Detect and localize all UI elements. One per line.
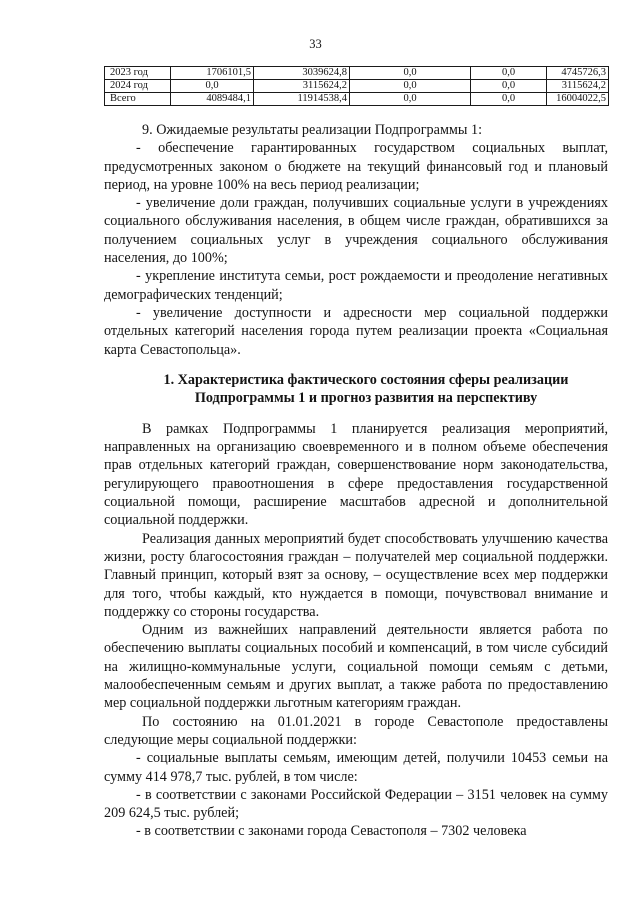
document-body bbox=[104, 121, 608, 841]
body-paragraph: По состоянию на 01.01.2021 в городе Севастополе предоставлены следующие меры социальной поддержки: bbox=[104, 713, 608, 748]
table-cell: 0,0 bbox=[471, 80, 547, 93]
table-cell: 0,0 bbox=[350, 67, 471, 80]
section-9-title: 9. Ожидаемые результаты реализации Подпрограммы 1: bbox=[142, 122, 483, 138]
table-cell: 11914538,4 bbox=[254, 93, 350, 106]
table-row bbox=[105, 80, 609, 93]
table-cell: 2023 год bbox=[105, 67, 171, 80]
table-cell: 3115624,2 bbox=[254, 80, 350, 93]
expected-result-item: - обеспечение гарантированных государством социальных выплат, предусмотренных законом о бюджете на текущий финансовый год и плановый период, на уровне 100% на весь период реализации; bbox=[104, 140, 608, 193]
table-cell: 0,0 bbox=[350, 80, 471, 93]
support-measure-item: - в соответствии с законами города Севастополя – 7302 человека bbox=[136, 823, 527, 840]
expected-result-item: - увеличение доступности и адресности мер социальной поддержки отдельных категорий населения города путем реализации проекта «Социальная карта Севастопольца». bbox=[104, 304, 608, 358]
table-cell: 0,0 bbox=[471, 93, 547, 106]
table-cell: 4745726,3 bbox=[547, 67, 609, 80]
body-paragraph: В рамках Подпрограммы 1 планируется реализация мероприятий, направленных на организацию своевременного и в полном объеме обеспечения прав отдельных категорий граждан, совершенствование норм законодательства, регулирующего правоотношения в сфере предоставления государственной социальной помощи, расширение масштабов адресной и дополнительной социальной поддержки. bbox=[104, 420, 608, 529]
table-cell: 4089484,1 bbox=[171, 93, 254, 106]
section-heading bbox=[104, 371, 608, 408]
table-cell: 0,0 bbox=[171, 80, 254, 93]
section-heading-line-2: Подпрограммы 1 и прогноз развития на перспективу bbox=[194, 390, 538, 407]
table-cell: Всего bbox=[105, 93, 171, 106]
page-number: 33 bbox=[309, 37, 322, 51]
support-measure-item: - в соответствии с законами Российской Федерации – 3151 человек на сумму 209 624,5 тыс. рублей; bbox=[104, 786, 608, 822]
section-heading-line-1: 1. Характеристика фактического состояния сферы реализации bbox=[163, 371, 569, 388]
table-cell: 16004022,5 bbox=[547, 93, 609, 106]
table-cell: 2024 год bbox=[105, 80, 171, 93]
support-measure-item: - социальные выплаты семьям, имеющим детей, получили 10453 семьи на сумму 414 978,7 тыс. рублей, в том числе: bbox=[104, 750, 608, 785]
table-cell: 3115624,2 bbox=[547, 80, 609, 93]
table-cell: 0,0 bbox=[350, 93, 471, 106]
expected-result-item: - укрепление института семьи, рост рождаемости и преодоление негативных демографических тенденций; bbox=[104, 268, 608, 303]
table-row bbox=[105, 93, 609, 106]
body-paragraph: Одним из важнейших направлений деятельности является работа по обеспечению выплаты социальных пособий и компенсаций, в том числе субсидий на жилищно-коммунальные услуги, социальной помощи семьям с детьми, малообеспеченным семьям и других выплат, а также работа по предоставлению мер социальной поддержки льготным категориям граждан. bbox=[104, 622, 608, 712]
expected-result-item: - увеличение доли граждан, получивших социальные услуги в учреждениях социального обслуживания населения, в общем числе граждан, обратившихся за получением социальных услуг в учреждения социального обслуживания населения, до 100%; bbox=[104, 195, 608, 267]
table-cell: 3039624,8 bbox=[254, 67, 350, 80]
table-cell: 1706101,5 bbox=[171, 67, 254, 80]
table-cell: 0,0 bbox=[471, 67, 547, 80]
financing-table bbox=[104, 66, 609, 106]
table-row bbox=[105, 67, 609, 80]
body-paragraph: Реализация данных мероприятий будет способствовать улучшению качества жизни, росту благосостояния граждан – получателей мер социальной поддержки. Главный принцип, который взят за основу, – осуществление всех мер поддержки для того, чтобы каждый, кто нуждается в помощи, почувствовал внимание и поддержку со стороны государства. bbox=[104, 530, 608, 620]
